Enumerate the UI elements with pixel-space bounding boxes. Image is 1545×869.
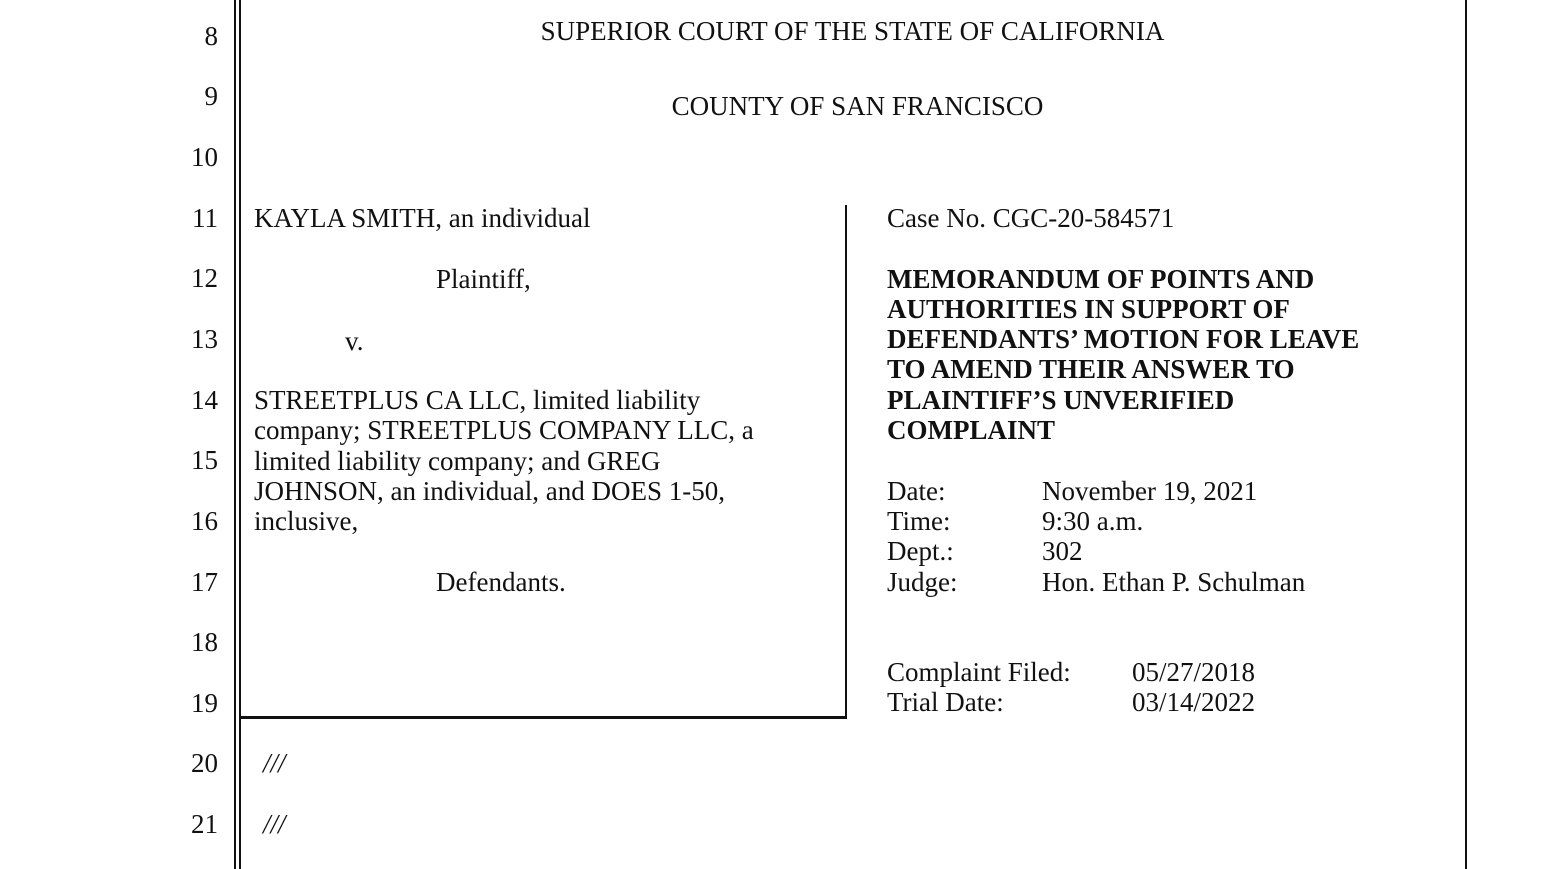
filing-value: 03/14/2022 [1132,687,1256,717]
line-number-9: 9 [204,81,218,111]
line-number-12: 12 [191,263,218,293]
filing-value: 05/27/2018 [1132,657,1256,687]
hearing-judge-row [887,567,1305,597]
line-number-19: 19 [191,688,218,718]
document-title-line: PLAINTIFF’S UNVERIFIED [887,385,1235,415]
right-margin-rule [1465,0,1467,869]
hearing-time-row [887,506,1143,536]
trial-date-row [887,687,1255,717]
versus-label: v. [345,326,364,356]
document-title-line: COMPLAINT [887,415,1055,445]
hearing-label: Time: [887,506,951,536]
defendants-line: JOHNSON, an individual, and DOES 1-50, [254,476,725,506]
line-number-21: 21 [191,809,218,839]
line-number-11: 11 [192,203,218,233]
defendants-line: inclusive, [254,506,359,536]
hearing-value: November 19, 2021 [1042,476,1258,506]
hearing-value: 302 [1042,536,1083,566]
line-number-15: 15 [191,445,218,475]
document-title-line: DEFENDANTS’ MOTION FOR LEAVE [887,324,1360,354]
document-title-line: AUTHORITIES IN SUPPORT OF [887,294,1290,324]
court-name: SUPERIOR COURT OF THE STATE OF CALIFORNIA [540,16,1165,46]
hearing-label: Date: [887,476,946,506]
line-number-13: 13 [191,324,218,354]
line-number-8: 8 [204,21,218,51]
case-number: Case No. CGC-20-584571 [887,203,1175,233]
line-number-18: 18 [191,627,218,657]
hearing-date-row [887,476,1257,506]
left-margin-rule-outer [234,0,236,869]
hearing-value: 9:30 a.m. [1042,506,1144,536]
section-separator: /// [263,809,286,839]
document-title-line: TO AMEND THEIR ANSWER TO [887,354,1295,384]
complaint-filed-row [887,657,1255,687]
hearing-label: Dept.: [887,536,954,566]
document-title-line: MEMORANDUM OF POINTS AND [887,264,1315,294]
hearing-value: Hon. Ethan P. Schulman [1042,567,1306,597]
filing-label: Complaint Filed: [887,657,1071,687]
defendants-label: Defendants. [436,567,566,597]
defendants-line: STREETPLUS CA LLC, limited liability [254,385,701,415]
plaintiff-label: Plaintiff, [436,264,531,294]
left-margin-rule-inner [239,0,241,869]
line-number-14: 14 [191,385,218,415]
hearing-label: Judge: [887,567,958,597]
county-name: COUNTY OF SAN FRANCISCO [671,91,1044,121]
line-number-20: 20 [191,748,218,778]
hearing-dept-row [887,536,1083,566]
defendants-line: limited liability company; and GREG [254,446,661,476]
plaintiff-name: KAYLA SMITH, an individual [254,203,591,233]
line-number-16: 16 [191,506,218,536]
caption-box-divider [845,205,847,719]
filing-label: Trial Date: [887,687,1004,717]
line-number-17: 17 [191,567,218,597]
section-separator: /// [263,748,286,778]
caption-box-bottom-rule [240,716,847,719]
defendants-line: company; STREETPLUS COMPANY LLC, a [254,415,754,445]
line-number-10: 10 [191,142,218,172]
